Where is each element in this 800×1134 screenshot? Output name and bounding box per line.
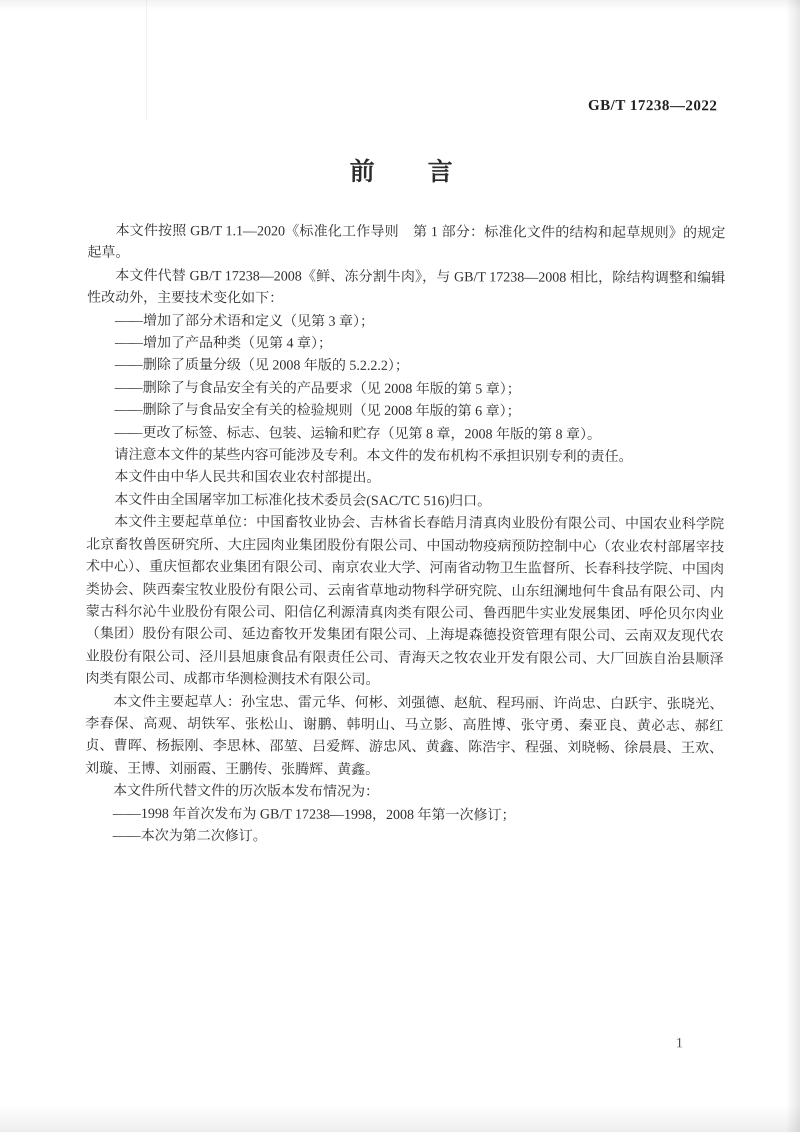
- paragraph-drafting-organizations: 本文件主要起草单位：中国畜牧业协会、吉林省长春皓月清真肉业股份有限公司、中国农业科学院北京畜牧兽医研究所、大庄园肉业集团股份有限公司、中国动物疫病预防控制中心（农业农村部屠宰技术中心）、重庆恒都农业集团有限公司、南京农业大学、河南省动物卫生监督所、长春科技学院、中国肉类协会、陕西秦宝牧业股份有限公司、云南省草地动物科学研究院、山东纽澜地何牛食品有限公司、内蒙古科尔沁牛业股份有限公司、阳信亿利源清真肉类有限公司、鲁西肥牛实业发展集团、呼伦贝尔肉业（集团）股份有限公司、延边畜牧开发集团有限公司、上海堤森德投资管理有限公司、云南双友现代农业股份有限公司、泾川县旭康食品有限责任公司、青海天之牧农业开发有限公司、大厂回族自治县顺泽肉类有限公司、成都市华测检测技术有限公司。: [85, 515, 725, 689]
- paragraph-replacement: 本文件代替 GB/T 17238—2008《鲜、冻分割牛肉》，与 GB/T 17238—2008 相比，除结构调整和编辑性改动外，主要技术变化如下：: [87, 268, 726, 307]
- history-item: ——本次为第二次修订。: [112, 828, 267, 845]
- paragraph-drafting-basis: 本文件按照 GB/T 1.1—2020《标准化工作导则 第 1 部分：标准化文件的结构和起草规则》的规定起草。: [87, 223, 726, 262]
- page-number: 1: [675, 1036, 683, 1052]
- change-item: ——删除了质量分级（见 2008 年版的 5.2.2.2）；: [114, 358, 409, 375]
- history-item: ——1998 年首次发布为 GB/T 17238—1998，2008 年第一次修订；: [112, 806, 516, 824]
- paragraph-proposed-by: 本文件由中华人民共和国农业农村部提出。: [114, 470, 381, 487]
- foreword-body: [85, 221, 726, 851]
- paragraph-patent-notice: 请注意本文件的某些内容可能涉及专利。本文件的发布机构不承担识别专利的责任。: [114, 447, 633, 466]
- paragraph-history-intro: 本文件所代替文件的历次版本发布情况为：: [112, 783, 380, 801]
- change-item: ——删除了与食品安全有关的检验规则（见 2008 年版的第 6 章）；: [114, 403, 521, 420]
- change-item: ——删除了与食品安全有关的产品要求（见 2008 年版的第 5 章）；: [114, 380, 521, 398]
- change-item: ——增加了产品种类（见第 4 章）；: [114, 335, 332, 352]
- paragraph-main-drafters: 本文件主要起草人：孙宝忠、雷元华、何彬、刘强德、赵航、程玛丽、许尚忠、白跃宇、张晓光、李春保、高观、胡铁军、张松山、谢鹏、韩明山、马立影、高胜博、张守勇、秦亚良、黄必志、郝红贞、曹晖、杨振刚、李思林、邵堃、吕爱辉、游忠风、黄鑫、陈浩宇、程强、刘晓畅、徐晨晨、王欢、刘璇、王博、刘丽霞、王鹏传、张腾辉、黄鑫。: [85, 694, 724, 778]
- change-item: ——更改了标签、标志、包装、运输和贮存（见第 8 章，2008 年版的第 8 章）。: [114, 425, 602, 443]
- standard-code-header: GB/T 17238—2022: [587, 97, 718, 115]
- change-item: ——增加了部分术语和定义（见第 3 章）；: [115, 313, 375, 330]
- page-title: 前 言: [349, 158, 454, 187]
- paragraph-centralized-by: 本文件由全国屠宰加工标准化技术委员会(SAC/TC 516)归口。: [114, 492, 492, 510]
